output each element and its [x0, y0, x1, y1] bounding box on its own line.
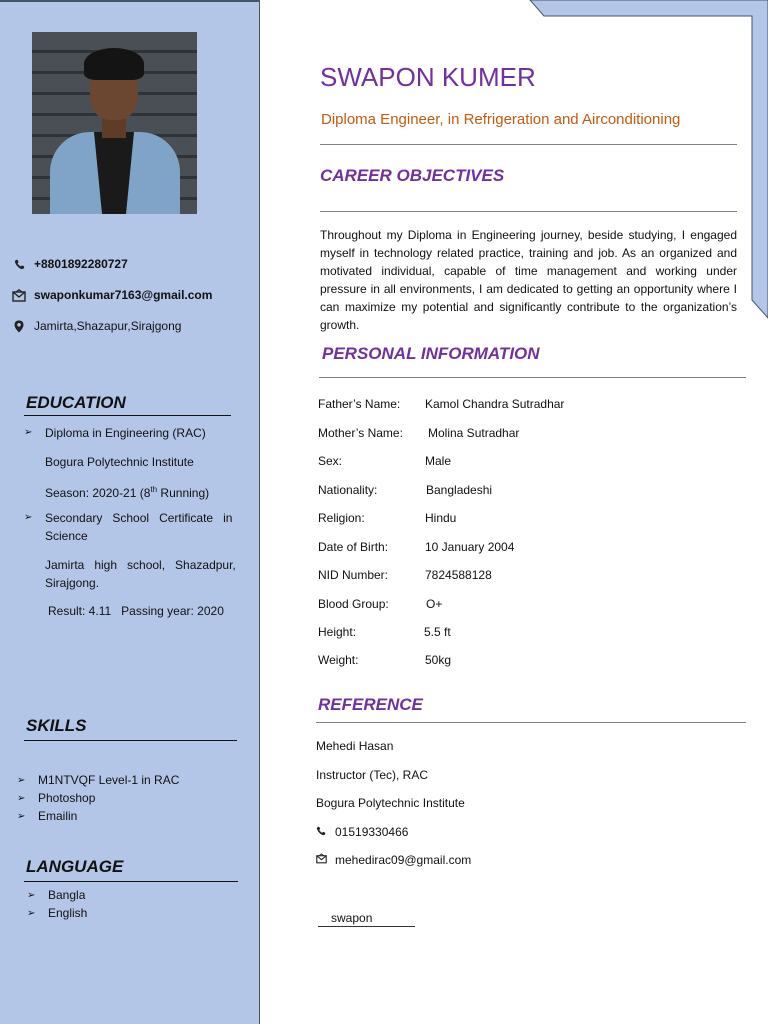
education-ssc-line2: Science [45, 529, 88, 543]
email-address: swaponkumar7163@gmail.com [34, 288, 213, 302]
education-school-line2: Sirajgong. [45, 576, 100, 590]
education-season [45, 481, 209, 502]
skills-rule [24, 740, 237, 741]
reference-email [316, 853, 471, 867]
career-objective-text: Throughout my Diploma in Engineering journey, beside studying, I engaged myself in technology related practice, training and job. As an organized and motivated individual, capable of time management and working under pressure in all environments, I am dedicated to getting an opportunity where I can maximize my potential and significantly contribute to the organization’s growth. [320, 228, 737, 332]
education-diploma: Diploma in Engineering (RAC) [45, 426, 206, 440]
profile-photo [32, 32, 197, 214]
info-label: Religion: [318, 511, 365, 525]
info-label: Sex: [318, 454, 343, 468]
bullet-arrow-icon: ➢ [27, 890, 36, 901]
contact-email [12, 288, 212, 302]
info-label: Date of Birth: [318, 540, 389, 554]
info-label: Height: [318, 625, 357, 639]
language-heading: LANGUAGE [26, 857, 124, 876]
signature-line [318, 926, 415, 927]
address-text: Jamirta,Shazapur,Sirajgong [34, 319, 182, 333]
reference-rule [316, 722, 746, 723]
job-title: Diploma Engineer, in Refrigeration and Airconditioning [321, 111, 681, 128]
language-item: English [48, 906, 88, 920]
info-value: 10 January 2004 [425, 540, 515, 554]
reference-phone-number: 01519330466 [335, 825, 409, 839]
skill-item: M1NTVQF Level-1 in RAC [38, 773, 180, 787]
location-pin-icon [12, 319, 26, 333]
bullet-arrow-icon: ➢ [17, 793, 26, 804]
season-sup: th [150, 485, 158, 494]
language-rule [24, 881, 238, 882]
bullet-arrow-icon: ➢ [17, 775, 26, 786]
education-result: Result: 4.11 Passing year: 2020 [48, 604, 224, 618]
info-label: Mother’s Name: [318, 426, 403, 440]
info-value: 5.5 ft [424, 625, 451, 639]
page-title: SWAPON KUMER [320, 62, 536, 92]
personal-heading: PERSONAL INFORMATION [322, 344, 540, 363]
info-value: O+ [426, 597, 443, 611]
reference-position: Instructor (Tec), RAC [316, 768, 429, 782]
education-school-line1: Jamirta high school, Shazadpur, [45, 558, 236, 572]
bullet-arrow-icon: ➢ [24, 512, 33, 523]
reference-heading: REFERENCE [318, 695, 423, 714]
envelope-icon [12, 288, 26, 302]
education-ssc-line1: Secondary School Certificate in [45, 511, 233, 525]
info-label: NID Number: [318, 568, 389, 582]
info-value: Molina Sutradhar [428, 426, 520, 440]
info-value: Kamol Chandra Sutradhar [425, 397, 565, 411]
info-value: 50kg [425, 653, 452, 667]
bullet-arrow-icon: ➢ [27, 908, 36, 919]
personal-rule [319, 377, 746, 378]
season-suffix: Running) [157, 486, 210, 500]
career-heading: CAREER OBJECTIVES [320, 166, 505, 185]
career-rule [320, 211, 737, 212]
phone-icon [12, 257, 26, 271]
info-value: Male [425, 454, 452, 468]
language-item: Bangla [48, 888, 86, 902]
header-rule [320, 144, 737, 145]
info-label: Blood Group: [318, 597, 389, 611]
info-value: Bangladeshi [426, 483, 493, 497]
phone-number: +8801892280727 [34, 257, 128, 271]
bullet-arrow-icon: ➢ [17, 811, 26, 822]
reference-email-address: mehedirac09@gmail.com [335, 853, 472, 867]
signature: swapon [331, 911, 373, 925]
reference-institute: Bogura Polytechnic Institute [316, 796, 465, 810]
skill-item: Emailin [38, 809, 78, 823]
skills-heading: SKILLS [26, 716, 87, 735]
info-value: 7824588128 [425, 568, 492, 582]
info-label: Nationality: [318, 483, 378, 497]
envelope-icon [316, 853, 327, 867]
phone-icon [316, 825, 326, 839]
season-prefix: Season: 2020-21 (8 [45, 486, 151, 500]
info-label: Father’s Name: [318, 397, 401, 411]
reference-name: Mehedi Hasan [316, 739, 394, 753]
contact-address [12, 319, 181, 333]
education-institute: Bogura Polytechnic Institute [45, 455, 194, 469]
reference-phone [316, 825, 408, 839]
info-value: Hindu [425, 511, 457, 525]
education-heading: EDUCATION [26, 393, 126, 412]
education-rule [24, 415, 231, 416]
info-label: Weight: [318, 653, 359, 667]
contact-phone [12, 257, 128, 271]
bullet-arrow-icon: ➢ [24, 427, 33, 438]
skill-item: Photoshop [38, 791, 96, 805]
